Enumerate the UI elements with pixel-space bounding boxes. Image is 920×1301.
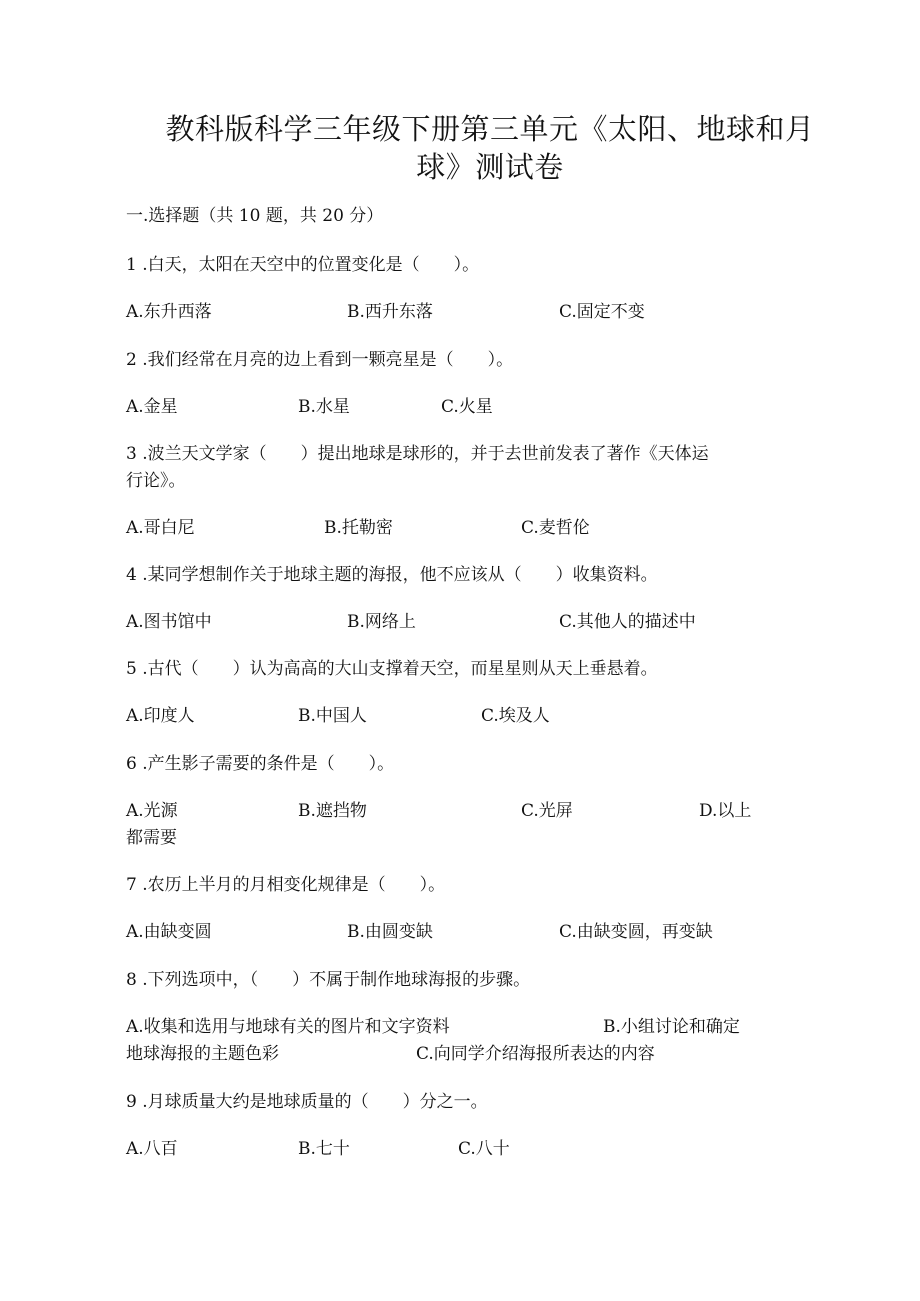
q2-option-b: B.水星	[298, 397, 350, 417]
question-5: 5 .古代（ ）认为高高的大山支撑着天空，而星星则从天上垂悬着。	[126, 659, 658, 679]
q7-option-c: C.由缺变圆，再变缺	[559, 922, 713, 942]
question-3-line-1: 3 .波兰天文学家（ ）提出地球是球形的，并于去世前发表了著作《天体运	[126, 444, 709, 464]
q4-option-a: A.图书馆中	[126, 612, 212, 632]
q9-option-a: A.八百	[126, 1139, 178, 1159]
q5-option-a: A.印度人	[126, 706, 195, 726]
q6-option-c: C.光屏	[521, 801, 573, 821]
q8-option-a: A.收集和选用与地球有关的图片和文字资料	[126, 1017, 450, 1037]
q6-option-d: D.以上	[699, 801, 752, 821]
q6-option-d-cont: 都需要	[126, 828, 177, 848]
q1-option-a: A.东升西落	[126, 302, 212, 322]
question-3-line-2: 行论》。	[126, 471, 186, 491]
q8-option-c: C.向同学介绍海报所表达的内容	[416, 1044, 655, 1064]
title-line-1: 教科版科学三年级下册第三单元《太阳、地球和月	[165, 112, 815, 146]
q1-option-b: B.西升东落	[347, 302, 433, 322]
q5-option-b: B.中国人	[298, 706, 367, 726]
q3-option-b: B.托勒密	[324, 518, 393, 538]
q1-option-c: C.固定不变	[559, 302, 645, 322]
question-4: 4 .某同学想制作关于地球主题的海报，他不应该从（ ）收集资料。	[126, 565, 658, 585]
q9-option-b: B.七十	[298, 1139, 350, 1159]
page-title	[120, 110, 860, 186]
q2-option-c: C.火星	[441, 397, 493, 417]
title-line-2: 球》测试卷	[416, 150, 564, 184]
question-7: 7 .农历上半月的月相变化规律是（ ）。	[126, 875, 446, 895]
q6-option-a: A.光源	[126, 801, 178, 821]
q4-option-b: B.网络上	[347, 612, 416, 632]
q3-option-a: A.哥白尼	[126, 518, 195, 538]
q9-option-c: C.八十	[458, 1139, 510, 1159]
q6-option-b: B.遮挡物	[298, 801, 367, 821]
q7-option-b: B.由圆变缺	[347, 922, 433, 942]
section-heading: 一.选择题（共 10 题，共 20 分）	[126, 206, 384, 226]
q8-option-b: B.小组讨论和确定	[603, 1017, 740, 1037]
q2-option-a: A.金星	[126, 397, 178, 417]
q8-option-b-cont: 地球海报的主题色彩	[126, 1044, 279, 1064]
question-8: 8 .下列选项中，（ ）不属于制作地球海报的步骤。	[126, 970, 531, 990]
q7-option-a: A.由缺变圆	[126, 922, 212, 942]
question-6: 6 .产生影子需要的条件是（ ）。	[126, 754, 395, 774]
question-2: 2 .我们经常在月亮的边上看到一颗亮星是（ ）。	[126, 350, 514, 370]
q4-option-c: C.其他人的描述中	[559, 612, 696, 632]
q3-option-c: C.麦哲伦	[521, 518, 590, 538]
question-1: 1 .白天，太阳在天空中的位置变化是（ ）。	[126, 255, 480, 275]
question-9: 9 .月球质量大约是地球质量的（ ）分之一。	[126, 1092, 488, 1112]
q5-option-c: C.埃及人	[481, 706, 550, 726]
